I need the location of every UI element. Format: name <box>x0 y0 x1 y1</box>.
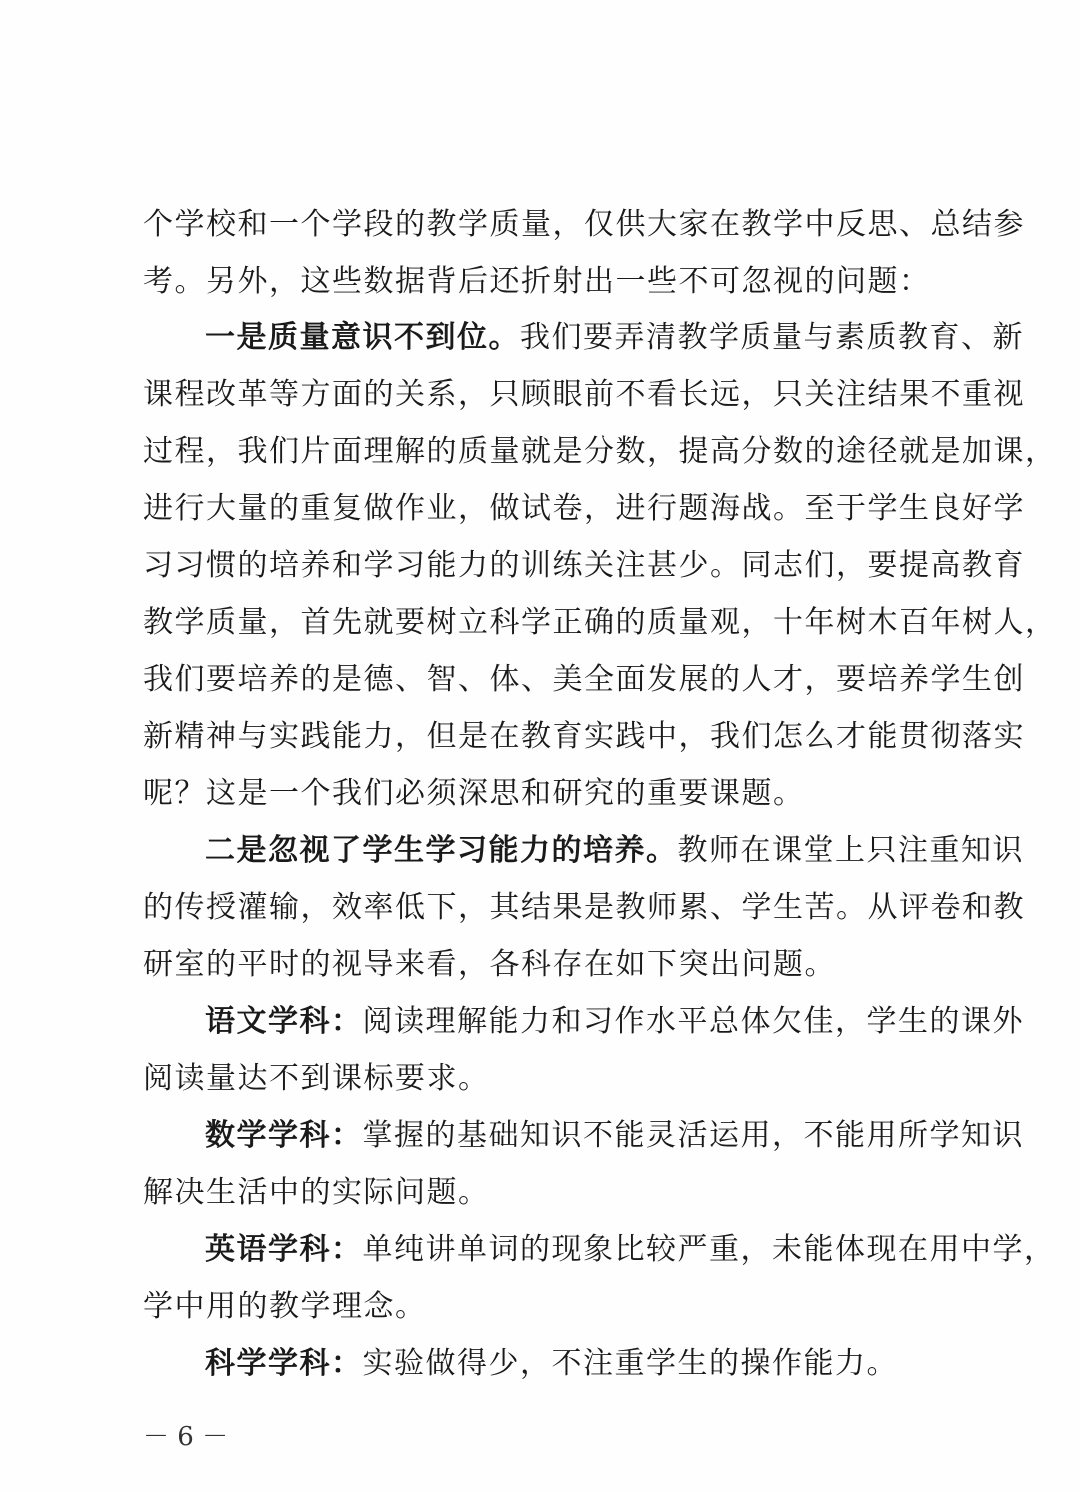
paragraph-heading-line: 一是质量意识不到位。我们要弄清教学质量与素质教育、新 <box>205 320 1024 355</box>
text-line: 进行大量的重复做作业，做试卷，进行题海战。至于学生良好学 <box>143 491 1025 526</box>
bold-lead: 科学学科： <box>205 1346 363 1381</box>
page-number: － 6 － <box>143 1422 229 1452</box>
text-line: 个学校和一个学段的教学质量，仅供大家在教学中反思、总结参 <box>143 207 1025 242</box>
text-line: 我们要培养的是德、智、体、美全面发展的人才，要培养学生创 <box>143 662 1025 697</box>
text-line: 阅读量达不到课标要求。 <box>143 1061 490 1096</box>
bold-lead: 一是质量意识不到位。 <box>205 320 520 355</box>
paragraph-heading-line: 二是忽视了学生学习能力的培养。教师在课堂上只注重知识 <box>205 833 1024 868</box>
subject-line-chinese: 语文学科：阅读理解能力和习作水平总体欠佳，学生的课外 <box>205 1004 1024 1039</box>
text-line: 教学质量，首先就要树立科学正确的质量观，十年树木百年树人， <box>143 605 1057 640</box>
text-line: 新精神与实践能力，但是在教育实践中，我们怎么才能贯彻落实 <box>143 719 1025 754</box>
text-line: 呢？这是一个我们必须深思和研究的重要课题。 <box>143 776 805 811</box>
text-line: 习习惯的培养和学习能力的训练关注甚少。同志们，要提高教育 <box>143 548 1025 583</box>
subject-line-science: 科学学科：实验做得少，不注重学生的操作能力。 <box>205 1346 898 1381</box>
text-line: 的传授灌输，效率低下，其结果是教师累、学生苦。从评卷和教 <box>143 890 1025 925</box>
text-line: 学中用的教学理念。 <box>143 1289 427 1324</box>
subject-line-math: 数学学科：掌握的基础知识不能灵活运用，不能用所学知识 <box>205 1118 1024 1153</box>
text-line: 过程，我们片面理解的质量就是分数，提高分数的途径就是加课， <box>143 434 1057 469</box>
bold-lead: 语文学科： <box>205 1004 363 1039</box>
bold-lead: 数学学科： <box>205 1118 363 1153</box>
text-line: 课程改革等方面的关系，只顾眼前不看长远，只关注结果不重视 <box>143 377 1025 412</box>
subject-line-english: 英语学科：单纯讲单词的现象比较严重，未能体现在用中学， <box>205 1232 1056 1267</box>
text-line: 研室的平时的视导来看，各科存在如下突出问题。 <box>143 947 836 982</box>
text-line: 考。另外，这些数据背后还折射出一些不可忽视的问题： <box>143 264 931 299</box>
text-line: 解决生活中的实际问题。 <box>143 1175 490 1210</box>
bold-lead: 二是忽视了学生学习能力的培养。 <box>205 833 678 868</box>
bold-lead: 英语学科： <box>205 1232 363 1267</box>
